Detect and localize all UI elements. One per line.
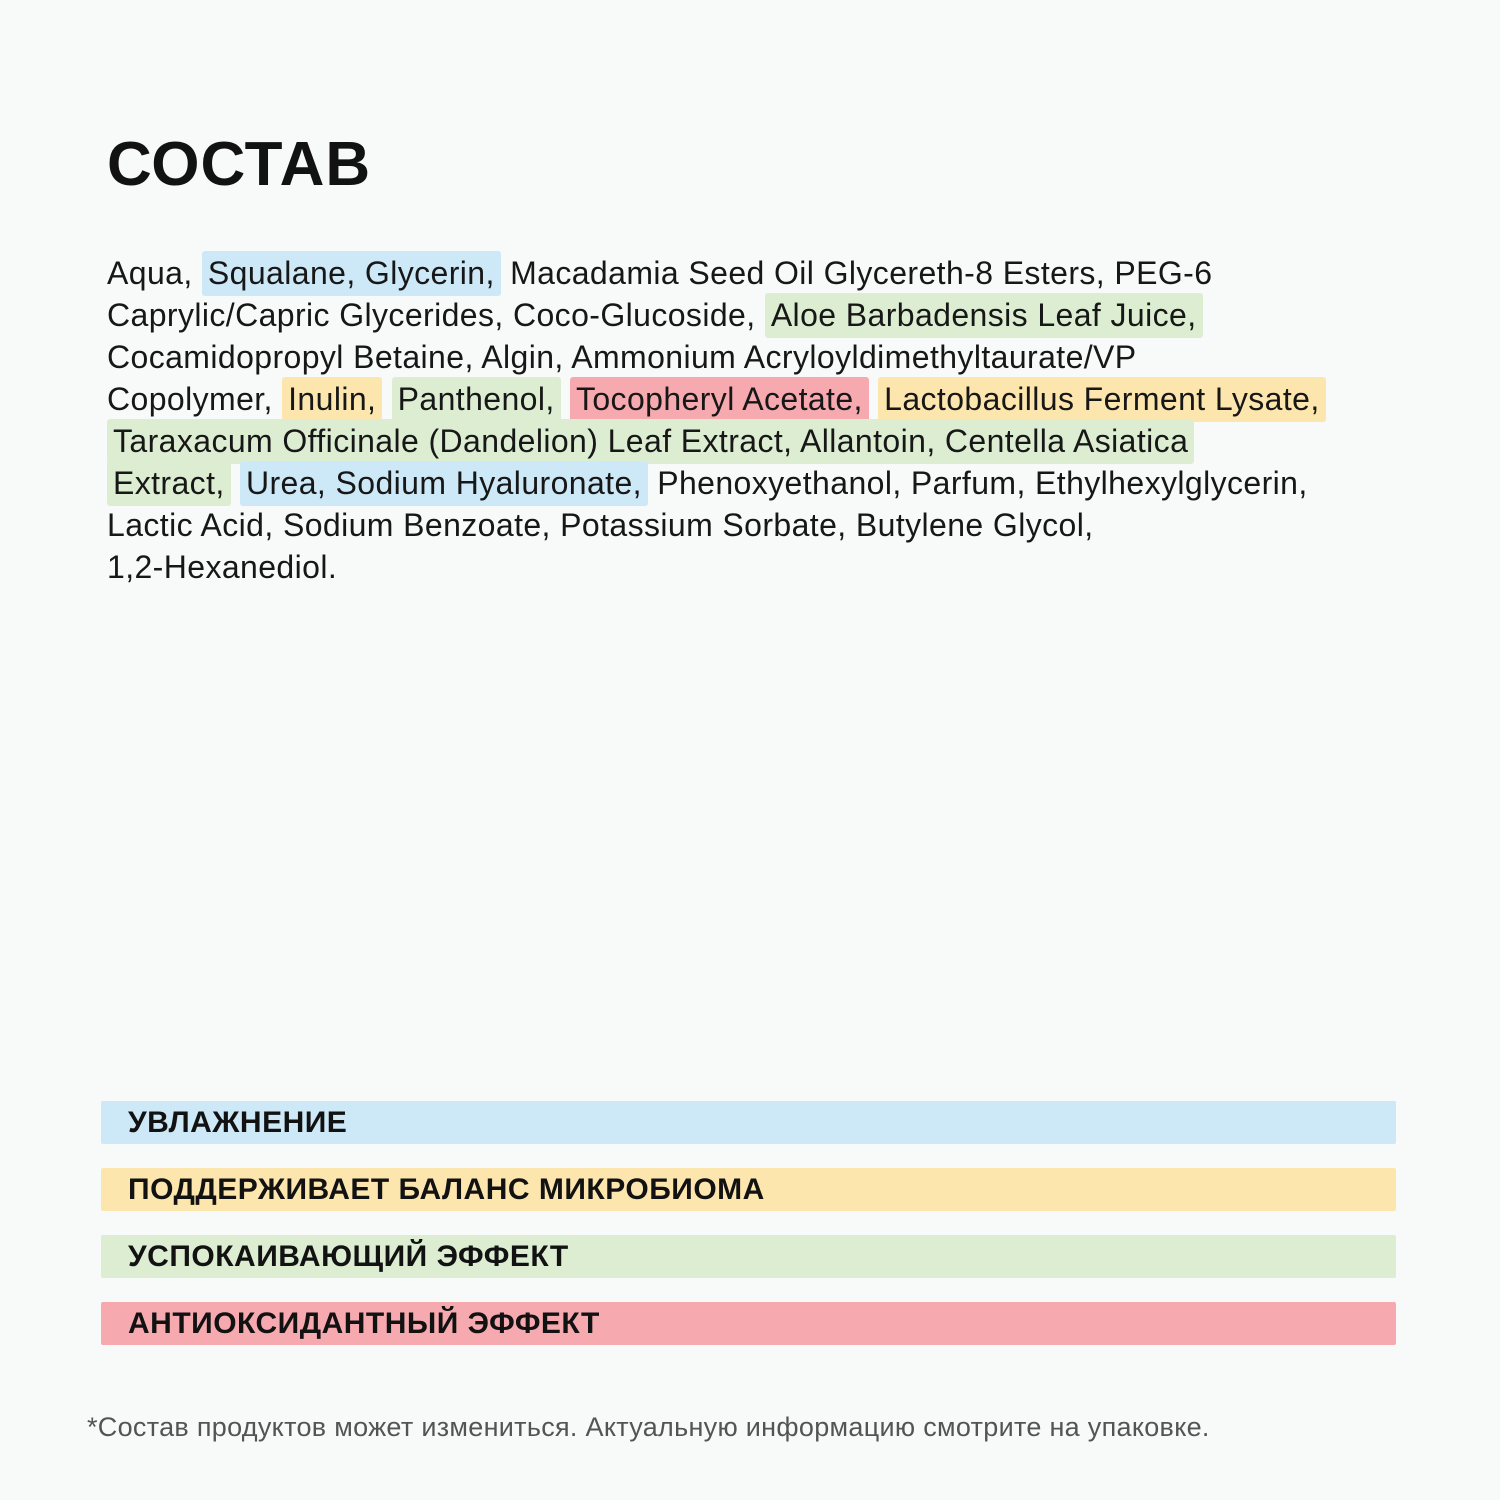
ingredient-text-segment: Cocamidopropyl Betaine, Algin, Ammonium Acryloyldimethyltaurate/VP: [107, 339, 1137, 375]
ingredient-text-segment: [561, 381, 570, 417]
ingredient-text-segment: Aqua,: [107, 255, 202, 291]
ingredient-highlight-yellow: Lactobacillus Ferment Lysate,: [878, 377, 1326, 422]
ingredient-line: [107, 294, 1437, 336]
legend-bar-blue: [101, 1101, 1396, 1144]
ingredient-highlight-red: Tocopheryl Acetate,: [570, 377, 869, 422]
ingredient-line: [107, 252, 1437, 294]
ingredient-highlight-green: Aloe Barbadensis Leaf Juice,: [765, 293, 1203, 338]
ingredient-highlight-blue: Urea, Sodium Hyaluronate,: [240, 461, 648, 506]
footer-note: *Состав продуктов может измениться. Актуальную информацию смотрите на упаковке.: [87, 1412, 1210, 1442]
ingredient-line: [107, 462, 1437, 504]
ingredient-highlight-yellow: Inulin,: [282, 377, 382, 422]
legend-label: УВЛАЖНЕНИЕ: [128, 1105, 348, 1139]
legend-bar-yellow: [101, 1168, 1396, 1211]
legend-bar-green: [101, 1235, 1396, 1278]
ingredient-text-segment: Copolymer,: [107, 381, 283, 417]
ingredient-text-segment: Caprylic/Capric Glycerides, Coco-Glucoside,: [107, 297, 765, 333]
ingredient-text-segment: [869, 381, 878, 417]
legend-label: ПОДДЕРЖИВАЕТ БАЛАНС МИКРОБИОМА: [128, 1172, 765, 1206]
ingredient-highlight-green: Panthenol,: [392, 377, 561, 422]
ingredients-text: [107, 252, 1437, 588]
ingredient-line: [107, 336, 1437, 378]
page-title: СОСТАВ: [107, 129, 372, 199]
ingredient-line: [107, 378, 1437, 420]
ingredient-text-segment: Lactic Acid, Sodium Benzoate, Potassium Sorbate, Butylene Glycol,: [107, 507, 1094, 543]
legend: [101, 1101, 1396, 1369]
ingredient-highlight-green: Taraxacum Officinale (Dandelion) Leaf Extract, Allantoin, Centella Asiatica: [107, 419, 1194, 464]
ingredient-line: [107, 504, 1437, 546]
ingredient-text-segment: 1,2-Hexanediol.: [107, 549, 338, 585]
ingredient-line: [107, 420, 1437, 462]
legend-label: АНТИОКСИДАНТНЫЙ ЭФФЕКТ: [128, 1306, 600, 1340]
ingredient-text-segment: Macadamia Seed Oil Glycereth-8 Esters, PEG-6: [500, 255, 1213, 291]
ingredient-text-segment: [231, 465, 240, 501]
ingredient-line: [107, 546, 1437, 588]
legend-bar-red: [101, 1302, 1396, 1345]
ingredient-text-segment: [382, 381, 391, 417]
ingredient-text-segment: Phenoxyethanol, Parfum, Ethylhexylglycerin,: [647, 465, 1308, 501]
legend-label: УСПОКАИВАЮЩИЙ ЭФФЕКТ: [128, 1239, 569, 1273]
ingredient-highlight-blue: Squalane, Glycerin,: [202, 251, 501, 296]
ingredient-highlight-green: Extract,: [107, 461, 231, 506]
